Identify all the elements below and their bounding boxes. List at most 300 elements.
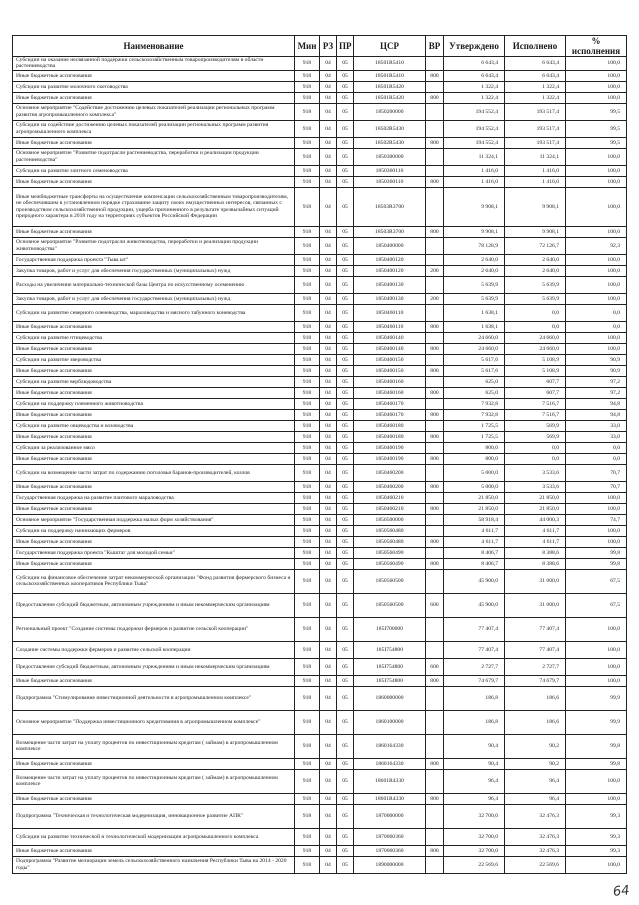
cell-rz: 04: [320, 70, 337, 81]
cell-executed: 9 908,1: [505, 226, 566, 237]
cell-min: 918: [295, 165, 320, 176]
cell-min: 918: [295, 304, 320, 321]
table-row: [13, 354, 627, 365]
cell-percent: 100,0: [566, 57, 627, 71]
cell-approved: 194 552,4: [444, 103, 505, 120]
cell-vr: [426, 237, 444, 254]
cell-csr: 1850560480: [354, 536, 426, 547]
cell-executed: 569,9: [505, 420, 566, 431]
cell-vr: 800: [426, 503, 444, 514]
cell-pr: 05: [337, 734, 354, 758]
cell-pr: 05: [337, 503, 354, 514]
cell-rz: 04: [320, 254, 337, 265]
cell-approved: 45 900,0: [444, 569, 505, 593]
cell-vr: [426, 187, 444, 226]
cell-pr: 05: [337, 828, 354, 845]
cell-pr: 05: [337, 226, 354, 237]
cell-pr: 05: [337, 793, 354, 804]
cell-executed: 2 727,7: [505, 658, 566, 675]
cell-min: 918: [295, 492, 320, 503]
cell-executed: 7 516,7: [505, 398, 566, 409]
table-row: [13, 187, 627, 226]
cell-executed: 96,4: [505, 793, 566, 804]
cell-rz: 04: [320, 617, 337, 641]
cell-pr: 05: [337, 81, 354, 92]
cell-vr: 800: [426, 675, 444, 686]
cell-vr: [426, 617, 444, 641]
cell-min: 918: [295, 828, 320, 845]
cell-approved: 22 569,6: [444, 856, 505, 873]
cell-executed: 2 640,0: [505, 265, 566, 276]
cell-vr: 600: [426, 593, 444, 617]
cell-name: Субсидии на развитие северного оленеводства, мараловодства и мясного табунного коневодства: [13, 304, 295, 321]
cell-percent: 33,0: [566, 431, 627, 442]
cell-rz: 04: [320, 365, 337, 376]
cell-rz: 04: [320, 276, 337, 293]
cell-name: Закупка товаров, работ и услуг для обеспечения государственных (муниципальных) нужд: [13, 265, 295, 276]
cell-executed: 8 388,6: [505, 558, 566, 569]
cell-csr: 1850360110: [354, 176, 426, 187]
table-row: [13, 293, 627, 304]
cell-percent: 92,3: [566, 237, 627, 254]
cell-percent: 90,9: [566, 365, 627, 376]
cell-executed: 6 643,4: [505, 57, 566, 71]
cell-executed: 24 660,0: [505, 343, 566, 354]
cell-csr: 1850500000: [354, 514, 426, 525]
cell-approved: 625,0: [444, 387, 505, 398]
cell-vr: [426, 81, 444, 92]
cell-percent: 0,0: [566, 321, 627, 332]
cell-min: 918: [295, 409, 320, 420]
cell-min: 918: [295, 354, 320, 365]
cell-percent: 0,0: [566, 442, 627, 453]
cell-rz: 04: [320, 165, 337, 176]
cell-executed: 21 850,0: [505, 492, 566, 503]
cell-percent: 67,5: [566, 593, 627, 617]
cell-name: Субсидии за реализованное мясо: [13, 442, 295, 453]
cell-pr: 05: [337, 343, 354, 354]
cell-csr: 1850460150: [354, 354, 426, 365]
cell-executed: 3 533,6: [505, 481, 566, 492]
cell-pr: 05: [337, 409, 354, 420]
cell-vr: [426, 376, 444, 387]
cell-name: Субсидии на развитие птицеводства: [13, 332, 295, 343]
cell-pr: 05: [337, 293, 354, 304]
cell-vr: 800: [426, 536, 444, 547]
cell-approved: 96,4: [444, 793, 505, 804]
table-row: [13, 536, 627, 547]
cell-pr: 05: [337, 569, 354, 593]
table-row: [13, 81, 627, 92]
cell-min: 918: [295, 686, 320, 710]
cell-vr: 800: [426, 70, 444, 81]
cell-csr: 1850460210: [354, 503, 426, 514]
column-header-vr: ВР: [426, 36, 444, 57]
cell-csr: 1850560500: [354, 569, 426, 593]
cell-executed: 5 639,9: [505, 293, 566, 304]
cell-percent: 100,0: [566, 254, 627, 265]
cell-csr: 1870060360: [354, 828, 426, 845]
cell-rz: 04: [320, 734, 337, 758]
cell-approved: 194 552,4: [444, 120, 505, 137]
cell-rz: 04: [320, 237, 337, 254]
cell-min: 918: [295, 120, 320, 137]
cell-rz: 04: [320, 120, 337, 137]
cell-rz: 04: [320, 293, 337, 304]
cell-approved: 90,4: [444, 734, 505, 758]
cell-percent: 70,7: [566, 464, 627, 481]
cell-vr: [426, 254, 444, 265]
cell-pr: 05: [337, 304, 354, 321]
cell-csr: 1870060360: [354, 845, 426, 856]
cell-vr: 800: [426, 481, 444, 492]
table-row: [13, 492, 627, 503]
cell-pr: 05: [337, 237, 354, 254]
table-row: [13, 398, 627, 409]
cell-csr: 1860164330: [354, 758, 426, 769]
cell-approved: 5 639,9: [444, 293, 505, 304]
cell-percent: 33,0: [566, 420, 627, 431]
cell-executed: 1 416,0: [505, 165, 566, 176]
cell-name: Создание системы поддержки фермеров и развитие сельской кооперации: [13, 641, 295, 658]
cell-vr: [426, 492, 444, 503]
cell-approved: 24 660,0: [444, 332, 505, 343]
cell-name: Субсидии на поддержку племенного животноводства: [13, 398, 295, 409]
cell-csr: 1850460160: [354, 387, 426, 398]
table-row: [13, 409, 627, 420]
cell-pr: 05: [337, 70, 354, 81]
table-row: [13, 558, 627, 569]
cell-csr: 18501R5410: [354, 57, 426, 71]
cell-vr: [426, 276, 444, 293]
cell-percent: 94,8: [566, 409, 627, 420]
cell-csr: 1860100000: [354, 710, 426, 734]
cell-name: Основное мероприятие "Государственная поддержка малых форм хозяйствования": [13, 514, 295, 525]
cell-min: 918: [295, 569, 320, 593]
cell-percent: 100,0: [566, 265, 627, 276]
cell-rz: 04: [320, 343, 337, 354]
cell-percent: 100,0: [566, 536, 627, 547]
cell-vr: [426, 769, 444, 793]
cell-min: 918: [295, 758, 320, 769]
column-header-min: Мин: [295, 36, 320, 57]
cell-percent: 99,3: [566, 828, 627, 845]
cell-pr: 05: [337, 536, 354, 547]
cell-vr: 800: [426, 226, 444, 237]
table-row: [13, 734, 627, 758]
cell-rz: 04: [320, 431, 337, 442]
cell-rz: 04: [320, 828, 337, 845]
table-row: [13, 70, 627, 81]
cell-pr: 05: [337, 165, 354, 176]
cell-csr: 1850400000: [354, 237, 426, 254]
cell-percent: 97,2: [566, 387, 627, 398]
cell-min: 918: [295, 617, 320, 641]
cell-csr: 1850460180: [354, 431, 426, 442]
cell-rz: 04: [320, 514, 337, 525]
cell-min: 918: [295, 658, 320, 675]
cell-executed: 5 108,9: [505, 354, 566, 365]
cell-min: 918: [295, 769, 320, 793]
cell-name: Иные бюджетные ассигнования: [13, 558, 295, 569]
cell-vr: 800: [426, 387, 444, 398]
cell-name: Государственная поддержка проекта "Тыва ыт": [13, 254, 295, 265]
cell-vr: [426, 514, 444, 525]
table-row: [13, 658, 627, 675]
cell-csr: 1850460190: [354, 442, 426, 453]
cell-min: 918: [295, 376, 320, 387]
cell-name: Иные бюджетные ассигнования: [13, 453, 295, 464]
cell-vr: 800: [426, 343, 444, 354]
cell-min: 918: [295, 92, 320, 103]
table-row: [13, 804, 627, 828]
cell-csr: 185I754800: [354, 675, 426, 686]
cell-name: Возмещение части затрат на уплату процентов по инвестиционным кредитам ( займам) в агропромышленном комплексе: [13, 734, 295, 758]
cell-percent: 100,0: [566, 187, 627, 226]
table-row: [13, 793, 627, 804]
cell-min: 918: [295, 321, 320, 332]
cell-min: 918: [295, 641, 320, 658]
cell-csr: 1850460160: [354, 376, 426, 387]
cell-csr: 18502R5430: [354, 120, 426, 137]
table-row: [13, 453, 627, 464]
cell-name: Иные бюджетные ассигнования: [13, 137, 295, 148]
cell-executed: 21 850,0: [505, 503, 566, 514]
cell-pr: 05: [337, 593, 354, 617]
cell-executed: 186,6: [505, 686, 566, 710]
cell-executed: 1 416,0: [505, 176, 566, 187]
cell-approved: 5 617,6: [444, 354, 505, 365]
cell-percent: 100,0: [566, 70, 627, 81]
cell-csr: 1850460190: [354, 453, 426, 464]
cell-vr: 800: [426, 758, 444, 769]
cell-vr: [426, 398, 444, 409]
cell-csr: 1850460210: [354, 492, 426, 503]
cell-name: Иные бюджетные ассигнования: [13, 387, 295, 398]
cell-rz: 04: [320, 758, 337, 769]
cell-min: 918: [295, 525, 320, 536]
cell-name: Подпрограмма "Развитие мелиорации земель сельскохозяйственного назначения Республики Тыва на 2014 - 2020 годы": [13, 856, 295, 873]
cell-approved: 8 406,7: [444, 558, 505, 569]
cell-approved: 24 660,0: [444, 343, 505, 354]
cell-pr: 05: [337, 514, 354, 525]
table-row: [13, 569, 627, 593]
cell-executed: 96,4: [505, 769, 566, 793]
cell-vr: [426, 569, 444, 593]
cell-approved: 7 932,8: [444, 398, 505, 409]
cell-approved: 194 552,4: [444, 137, 505, 148]
cell-approved: 21 850,0: [444, 492, 505, 503]
cell-pr: 05: [337, 265, 354, 276]
cell-vr: 800: [426, 409, 444, 420]
table-row: [13, 547, 627, 558]
cell-executed: 4 611,7: [505, 536, 566, 547]
cell-min: 918: [295, 431, 320, 442]
cell-approved: 11 324,1: [444, 148, 505, 165]
cell-name: Предоставление субсидий бюджетным, автономным учреждениям и иным некоммерческим организациям: [13, 658, 295, 675]
cell-pr: 05: [337, 658, 354, 675]
cell-executed: 90,2: [505, 758, 566, 769]
cell-executed: 31 000,0: [505, 593, 566, 617]
table-row: [13, 237, 627, 254]
cell-approved: 90,4: [444, 758, 505, 769]
cell-executed: 607,7: [505, 376, 566, 387]
cell-min: 918: [295, 187, 320, 226]
cell-min: 918: [295, 148, 320, 165]
cell-approved: 6 643,4: [444, 57, 505, 71]
cell-rz: 04: [320, 686, 337, 710]
cell-name: Субсидии на развитие верблюдоводства: [13, 376, 295, 387]
cell-rz: 04: [320, 57, 337, 71]
cell-pr: 05: [337, 558, 354, 569]
column-header-approved: Утверждено: [444, 36, 505, 57]
cell-pr: 05: [337, 641, 354, 658]
cell-name: Иные бюджетные ассигнования: [13, 503, 295, 514]
cell-vr: 800: [426, 431, 444, 442]
cell-csr: 1850560490: [354, 558, 426, 569]
cell-executed: 31 000,0: [505, 569, 566, 593]
cell-csr: 185I754800: [354, 641, 426, 658]
cell-csr: 1850460200: [354, 481, 426, 492]
table-row: [13, 148, 627, 165]
cell-rz: 04: [320, 769, 337, 793]
cell-vr: 800: [426, 176, 444, 187]
cell-approved: 32 700,0: [444, 828, 505, 845]
cell-vr: [426, 828, 444, 845]
cell-executed: 32 476,3: [505, 845, 566, 856]
cell-name: Расходы на увеличение материально-технической базы Центра по искусственному осеменению: [13, 276, 295, 293]
cell-percent: 100,0: [566, 492, 627, 503]
cell-rz: 04: [320, 804, 337, 828]
cell-pr: 05: [337, 321, 354, 332]
cell-name: Возмещение части затрат на уплату процентов по инвестиционным кредитам ( займам) в агропромышленном комплексе: [13, 769, 295, 793]
cell-approved: 2 640,0: [444, 254, 505, 265]
cell-csr: 1850460140: [354, 343, 426, 354]
cell-vr: 600: [426, 658, 444, 675]
cell-pr: 05: [337, 675, 354, 686]
table-row: [13, 387, 627, 398]
cell-name: Субсидии на содействие достижению целевых показателей реализации региональных программ развития агропромышленного комплекса: [13, 120, 295, 137]
cell-rz: 04: [320, 354, 337, 365]
cell-vr: [426, 103, 444, 120]
cell-vr: [426, 165, 444, 176]
cell-csr: 18502R5430: [354, 137, 426, 148]
cell-executed: 607,7: [505, 387, 566, 398]
cell-csr: 18601R4330: [354, 769, 426, 793]
column-header-name: Наименование: [13, 36, 295, 57]
cell-approved: 7 932,8: [444, 409, 505, 420]
cell-percent: 100,0: [566, 226, 627, 237]
cell-name: Закупка товаров, работ и услуг для обеспечения государственных (муниципальных) нужд: [13, 293, 295, 304]
cell-percent: 99,8: [566, 558, 627, 569]
cell-rz: 04: [320, 464, 337, 481]
cell-vr: 800: [426, 453, 444, 464]
cell-name: Субсидии на поддержку начинающих фермеров: [13, 525, 295, 536]
cell-name: Иные бюджетные ассигнования: [13, 675, 295, 686]
cell-executed: 0,0: [505, 304, 566, 321]
cell-min: 918: [295, 710, 320, 734]
table-row: [13, 376, 627, 387]
cell-rz: 04: [320, 481, 337, 492]
cell-pr: 05: [337, 856, 354, 873]
cell-approved: 1 725,5: [444, 431, 505, 442]
cell-vr: 800: [426, 845, 444, 856]
cell-csr: 1850460180: [354, 420, 426, 431]
cell-name: Субсидии на возмещение части затрат по содержанию поголовья баранов-производителей, козлов: [13, 464, 295, 481]
table-row: [13, 710, 627, 734]
table-row: [13, 593, 627, 617]
cell-csr: 1850460170: [354, 398, 426, 409]
cell-pr: 05: [337, 254, 354, 265]
cell-percent: 100,0: [566, 343, 627, 354]
cell-rz: 04: [320, 176, 337, 187]
cell-percent: 100,0: [566, 332, 627, 343]
cell-csr: 1850360110: [354, 165, 426, 176]
cell-percent: 100,0: [566, 793, 627, 804]
cell-pr: 05: [337, 332, 354, 343]
cell-executed: 193 517,4: [505, 120, 566, 137]
cell-pr: 05: [337, 710, 354, 734]
cell-min: 918: [295, 804, 320, 828]
cell-vr: [426, 710, 444, 734]
table-row: [13, 304, 627, 321]
cell-min: 918: [295, 332, 320, 343]
cell-approved: 1 725,5: [444, 420, 505, 431]
cell-percent: 100,0: [566, 658, 627, 675]
cell-approved: 4 611,7: [444, 536, 505, 547]
table-row: [13, 686, 627, 710]
cell-rz: 04: [320, 641, 337, 658]
cell-vr: [426, 332, 444, 343]
cell-name: Иные бюджетные ассигнования: [13, 321, 295, 332]
table-row: [13, 503, 627, 514]
cell-csr: 1890000000: [354, 856, 426, 873]
table-row: [13, 481, 627, 492]
cell-vr: 800: [426, 793, 444, 804]
cell-executed: 193 517,4: [505, 137, 566, 148]
cell-name: Иные бюджетные ассигнования: [13, 365, 295, 376]
cell-min: 918: [295, 536, 320, 547]
table-row: [13, 442, 627, 453]
cell-name: Государственная поддержка на развитие пантового мараловодства: [13, 492, 295, 503]
cell-name: Государственная поддержка проекта "Кыштаг для молодой семьи": [13, 547, 295, 558]
cell-percent: 100,0: [566, 769, 627, 793]
cell-approved: 78 128,9: [444, 237, 505, 254]
cell-pr: 05: [337, 453, 354, 464]
cell-name: Иные бюджетные ассигнования: [13, 431, 295, 442]
cell-approved: 800,0: [444, 442, 505, 453]
cell-executed: 5 639,9: [505, 276, 566, 293]
table-row: [13, 226, 627, 237]
cell-vr: [426, 856, 444, 873]
cell-executed: 32 476,3: [505, 828, 566, 845]
cell-approved: 32 700,0: [444, 845, 505, 856]
cell-name: Субсидии на финансовое обеспечение затрат некоммерческой организации "Фонд развития фермерского бизнеса и сельскохозяйственных кооперативов Республики Тыва": [13, 569, 295, 593]
cell-percent: 100,0: [566, 276, 627, 293]
cell-csr: 1850400120: [354, 254, 426, 265]
cell-name: Субсидии на оказание несвязанной поддержки сельскохозяйственным товаропроизводителям в области растениеводства: [13, 57, 295, 71]
cell-rz: 04: [320, 92, 337, 103]
table-row: [13, 343, 627, 354]
cell-percent: 100,0: [566, 503, 627, 514]
cell-executed: 193 517,4: [505, 103, 566, 120]
table-row: [13, 675, 627, 686]
cell-vr: [426, 464, 444, 481]
cell-min: 918: [295, 254, 320, 265]
cell-approved: 8 406,7: [444, 547, 505, 558]
cell-name: Субсидии на развитие элитного семеноводства: [13, 165, 295, 176]
cell-min: 918: [295, 503, 320, 514]
